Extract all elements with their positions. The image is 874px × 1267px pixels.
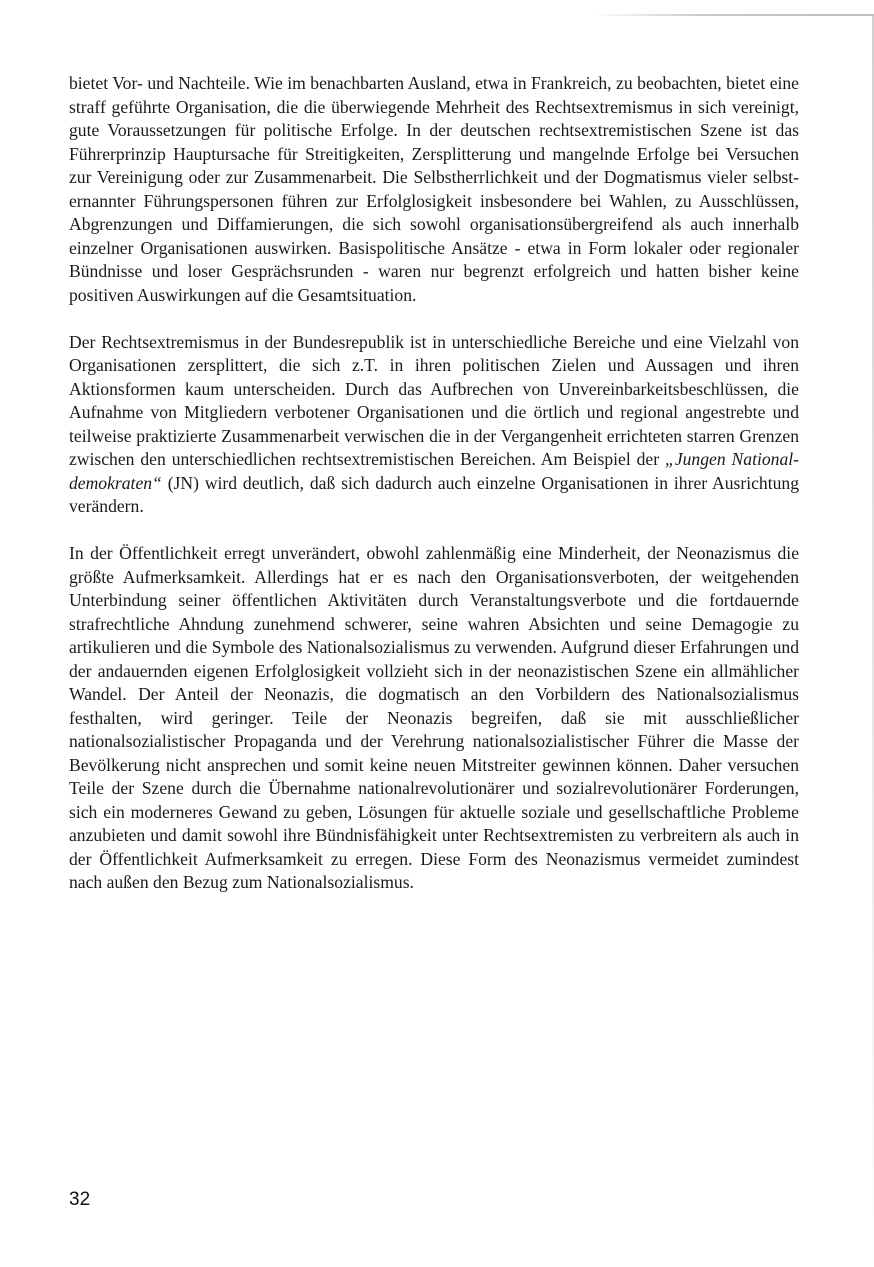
- paragraph-3: [69, 542, 799, 895]
- paragraph-2: [69, 331, 799, 519]
- body-text: [69, 72, 799, 895]
- paragraph-3-text: In der Öffentlichkeit erregt unverändert, obwohl zahlenmäßig eine Minderheit, der Neonazismus die größte Aufmerksamkeit. Allerdings hat er es nach den Organisationsverboten, der weitgehenden Unterbindung seiner öffentlichen Aktivitäten durch Veranstaltungsverbote und die fortdauernde strafrechtliche Ahndung zunehmend schwerer, seine wahren Absichten und seine Demagogie zu artikulieren und die Symbole des Nationalsozialismus zu verwenden. Aufgrund dieser Erfahrungen und der andauernden eigenen Erfolglosigkeit vollzieht sich in der neonazistischen Szene ein allmählicher Wandel. Der Anteil der Neonazis, die dogmatisch an den Vorbildern des Nationalsozialismus festhalten, wird geringer. Teile der Neonazis begreifen, daß sie mit ausschließlicher nationalsozialistischer Propaganda und der Verehrung nationalsozialistischer Führer die Masse der Bevölkerung nicht ansprechen und somit keine neuen Mitstreiter gewinnen können. Daher versuchen Teile der Szene durch die Übernahme nationalrevolutionärer und sozialrevolutionärer Forderungen, sich ein moderneres Gewand zu geben, Lösungen für aktuelle soziale und gesellschaftliche Probleme anzubieten und damit sowohl ihre Bündnisfähigkeit unter Rechtsextremisten zu verbreitern als auch in der Öffentlichkeit Aufmerksamkeit zu erregen. Diese Form des Neonazismus vermeidet zumindest nach außen den Bezug zum Nationalsozialismus.: [69, 543, 799, 892]
- paragraph-2-text-end: (JN) wird deutlich, daß sich dadurch auch einzelne Organisationen in ihrer Ausrichtung verändern.: [69, 472, 799, 516]
- scan-edge-top: [590, 14, 874, 16]
- paragraph-1-text: bietet Vor- und Nachteile. Wie im benachbarten Ausland, etwa in Frankreich, zu beobachten, bietet eine straff geführte Organisation, die die überwiegende Mehrheit des Rechtsextremismus in sich vereinigt, gute Voraussetzungen für politische Erfolge. In der deutschen rechtsextremistischen Szene ist das Führerprinzip Hauptursache für Streitigkeiten, Zersplitterung und mangelnde Erfolge bei Versuchen zur Vereinigung oder zur Zusammenarbeit. Die Selbstherrlichkeit und der Dogmatismus vieler selbsternannter Führungspersonen führen zur Erfolglosigkeit insbesondere bei Wahlen, zu Ausschlüssen, Abgrenzungen und Diffamierungen, die sich sowohl organisationsübergreifend als auch innerhalb einzelner Organisationen auswirken. Basispolitische Ansätze - etwa in Form lokaler oder regionaler Bündnisse und loser Gesprächsrunden - waren nur begrenzt erfolgreich und hatten bisher keine positiven Auswirkungen auf die Gesamtsituation.: [69, 73, 799, 305]
- organisation-name-italic: „Jungen Nationaldemokraten“: [69, 449, 799, 493]
- paragraph-2-text-start: Der Rechtsextremismus in der Bundesrepublik ist in unterschiedliche Bereiche und eine Vielzahl von Organisationen zersplittert, die sich z.T. in ihren politischen Zielen und Aussagen und ihren Aktionsformen kaum unterscheiden. Durch das Aufbrechen von Unvereinbarkeitsbeschlüssen, die Aufnahme von Mitgliedern verbotener Organisationen und die örtlich und regional angestrebte und teilweise praktizierte Zusammenarbeit verwischen die in der Vergangenheit errichteten starren Grenzen zwischen den unterschiedlichen rechtsextremistischen Bereichen. Am Beispiel der: [69, 331, 799, 469]
- paragraph-1: [69, 72, 799, 307]
- page-number: 32: [69, 1189, 91, 1210]
